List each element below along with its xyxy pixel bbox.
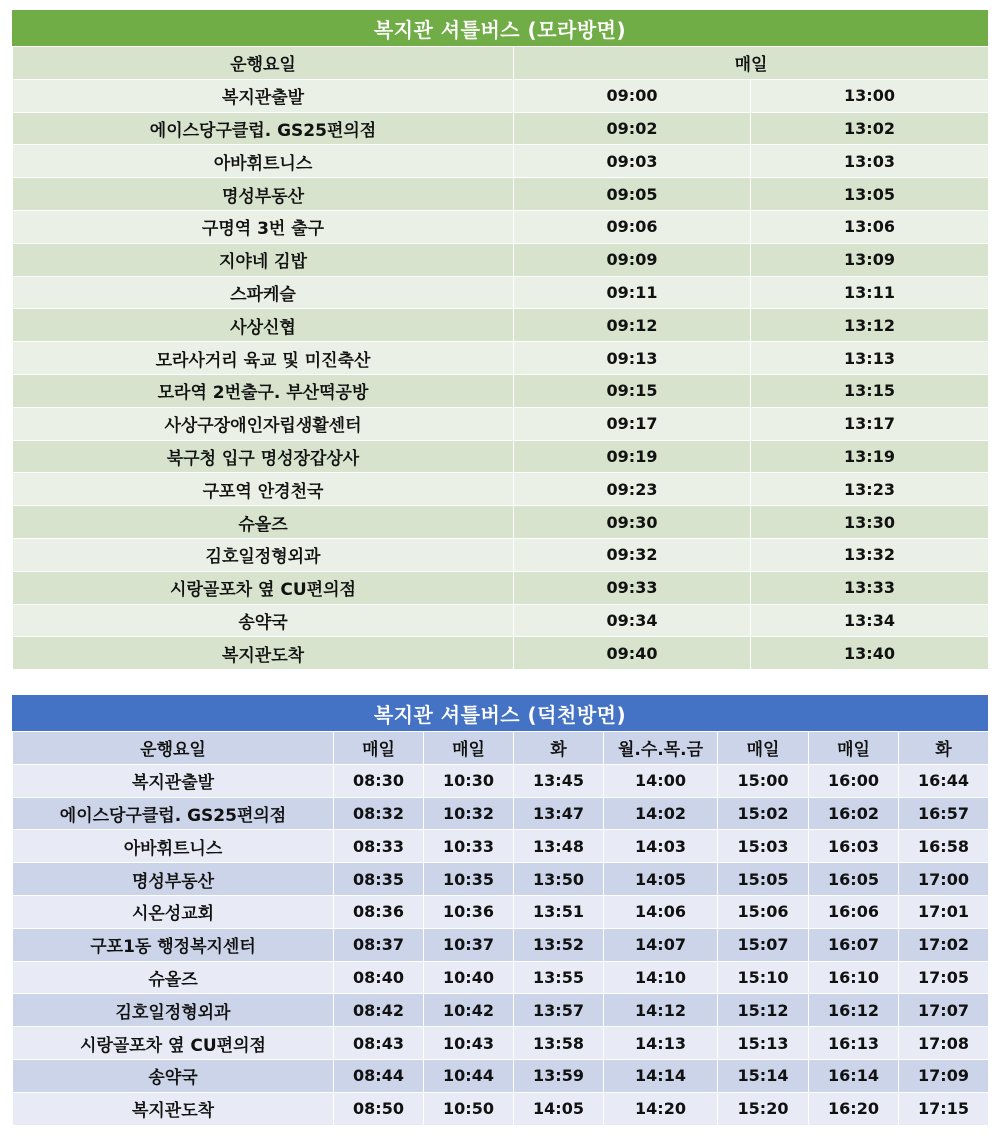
departure-time: 13:12 — [751, 309, 989, 342]
stop-name: 복지관출발 — [13, 79, 514, 112]
stop-name: 복지관출발 — [13, 764, 334, 797]
departure-time: 15:06 — [718, 895, 809, 928]
header-days: 매일 — [514, 47, 989, 80]
departure-time: 16:57 — [899, 797, 989, 830]
departure-time: 17:15 — [899, 1092, 989, 1125]
departure-time: 09:19 — [514, 440, 751, 473]
departure-time: 15:03 — [718, 830, 809, 863]
route-mora-title: 복지관 셔틀버스 (모라방면) — [12, 10, 988, 46]
departure-time: 09:40 — [514, 637, 751, 670]
table-row — [13, 797, 989, 830]
stop-name: 송약국 — [13, 604, 514, 637]
departure-time: 13:51 — [514, 895, 604, 928]
table-row — [13, 145, 989, 178]
stop-name: 구명역 3번 출구 — [13, 210, 514, 243]
departure-time: 16:58 — [899, 830, 989, 863]
departure-time: 08:36 — [334, 895, 424, 928]
departure-time: 15:13 — [718, 1027, 809, 1060]
stop-name: 복지관도착 — [13, 637, 514, 670]
departure-time: 13:17 — [751, 407, 989, 440]
departure-time: 13:33 — [751, 571, 989, 604]
table-row — [13, 928, 989, 961]
stop-name: 모라사거리 육교 및 미진축산 — [13, 342, 514, 375]
departure-time: 08:35 — [334, 863, 424, 896]
table-row — [13, 830, 989, 863]
departure-time: 09:02 — [514, 112, 751, 145]
departure-time: 08:32 — [334, 797, 424, 830]
departure-time: 16:14 — [809, 1059, 899, 1092]
departure-time: 16:12 — [809, 994, 899, 1027]
departure-time: 13:59 — [514, 1059, 604, 1092]
header-day: 화 — [514, 732, 604, 765]
departure-time: 13:15 — [751, 374, 989, 407]
stop-name: 북구청 입구 명성장갑상사 — [13, 440, 514, 473]
departure-time: 17:09 — [899, 1059, 989, 1092]
stop-name: 시랑골포차 옆 CU편의점 — [13, 1027, 334, 1060]
departure-time: 15:12 — [718, 994, 809, 1027]
departure-time: 13:03 — [751, 145, 989, 178]
table-row — [13, 506, 989, 539]
departure-time: 14:05 — [514, 1092, 604, 1125]
table-row — [13, 309, 989, 342]
departure-time: 16:03 — [809, 830, 899, 863]
departure-time: 13:09 — [751, 243, 989, 276]
table-row — [13, 276, 989, 309]
table-row — [13, 604, 989, 637]
departure-time: 09:17 — [514, 407, 751, 440]
header-day: 화 — [899, 732, 989, 765]
departure-time: 15:05 — [718, 863, 809, 896]
table-row — [13, 112, 989, 145]
departure-time: 09:34 — [514, 604, 751, 637]
departure-time: 08:30 — [334, 764, 424, 797]
departure-time: 16:05 — [809, 863, 899, 896]
table-row — [13, 342, 989, 375]
departure-time: 14:02 — [604, 797, 718, 830]
table-row — [13, 961, 989, 994]
stop-name: 시랑골포차 옆 CU편의점 — [13, 571, 514, 604]
departure-time: 16:20 — [809, 1092, 899, 1125]
table-row — [13, 473, 989, 506]
departure-time: 14:07 — [604, 928, 718, 961]
stop-name: 지야네 김밥 — [13, 243, 514, 276]
header-label: 운행요일 — [13, 47, 514, 80]
stop-name: 김호일정형외과 — [13, 538, 514, 571]
departure-time: 10:36 — [424, 895, 514, 928]
stop-name: 모라역 2번출구. 부산떡공방 — [13, 374, 514, 407]
departure-time: 13:57 — [514, 994, 604, 1027]
stop-name: 명성부동산 — [13, 178, 514, 211]
table-row — [13, 210, 989, 243]
departure-time: 14:03 — [604, 830, 718, 863]
stop-name: 아바휘트니스 — [13, 145, 514, 178]
departure-time: 13:05 — [751, 178, 989, 211]
stop-name: 사상구장애인자립생활센터 — [13, 407, 514, 440]
departure-time: 13:02 — [751, 112, 989, 145]
departure-time: 16:06 — [809, 895, 899, 928]
stop-name: 슈올즈 — [13, 506, 514, 539]
stop-name: 김호일정형외과 — [13, 994, 334, 1027]
departure-time: 13:40 — [751, 637, 989, 670]
departure-time: 13:32 — [751, 538, 989, 571]
departure-time: 09:13 — [514, 342, 751, 375]
departure-time: 17:00 — [899, 863, 989, 896]
departure-time: 14:06 — [604, 895, 718, 928]
route-deokcheon-title: 복지관 셔틀버스 (덕천방면) — [12, 695, 988, 731]
table-row — [13, 374, 989, 407]
departure-time: 14:12 — [604, 994, 718, 1027]
departure-time: 15:02 — [718, 797, 809, 830]
stop-name: 구포역 안경천국 — [13, 473, 514, 506]
stop-name: 스파케슬 — [13, 276, 514, 309]
departure-time: 14:05 — [604, 863, 718, 896]
departure-time: 09:00 — [514, 79, 751, 112]
departure-time: 09:03 — [514, 145, 751, 178]
departure-time: 09:33 — [514, 571, 751, 604]
route-mora-section — [12, 10, 988, 670]
route-deokcheon-tbody — [13, 732, 989, 1126]
departure-time: 16:00 — [809, 764, 899, 797]
departure-time: 13:52 — [514, 928, 604, 961]
table-row — [13, 764, 989, 797]
table-row — [13, 895, 989, 928]
departure-time: 17:05 — [899, 961, 989, 994]
departure-time: 16:02 — [809, 797, 899, 830]
table-row — [13, 538, 989, 571]
table-row — [13, 79, 989, 112]
departure-time: 09:09 — [514, 243, 751, 276]
departure-time: 10:33 — [424, 830, 514, 863]
departure-time: 13:11 — [751, 276, 989, 309]
stop-name: 명성부동산 — [13, 863, 334, 896]
departure-time: 10:43 — [424, 1027, 514, 1060]
departure-time: 15:20 — [718, 1092, 809, 1125]
table-row — [13, 1027, 989, 1060]
departure-time: 16:07 — [809, 928, 899, 961]
departure-time: 17:02 — [899, 928, 989, 961]
departure-time: 14:20 — [604, 1092, 718, 1125]
departure-time: 13:34 — [751, 604, 989, 637]
departure-time: 10:35 — [424, 863, 514, 896]
stop-name: 에이스당구클럽. GS25편의점 — [13, 112, 514, 145]
departure-time: 09:11 — [514, 276, 751, 309]
departure-time: 14:13 — [604, 1027, 718, 1060]
header-day: 월.수.목.금 — [604, 732, 718, 765]
route-deokcheon-section — [12, 695, 988, 1126]
stop-name: 에이스당구클럽. GS25편의점 — [13, 797, 334, 830]
table-row — [13, 440, 989, 473]
table-row — [13, 178, 989, 211]
stop-name: 슈올즈 — [13, 961, 334, 994]
departure-time: 09:12 — [514, 309, 751, 342]
departure-time: 13:58 — [514, 1027, 604, 1060]
departure-time: 08:40 — [334, 961, 424, 994]
header-day: 매일 — [809, 732, 899, 765]
departure-time: 08:37 — [334, 928, 424, 961]
departure-time: 08:44 — [334, 1059, 424, 1092]
departure-time: 09:23 — [514, 473, 751, 506]
table-row — [13, 571, 989, 604]
departure-time: 10:32 — [424, 797, 514, 830]
stop-name: 아바휘트니스 — [13, 830, 334, 863]
departure-time: 14:10 — [604, 961, 718, 994]
departure-time: 09:32 — [514, 538, 751, 571]
departure-time: 08:43 — [334, 1027, 424, 1060]
stop-name: 시온성교회 — [13, 895, 334, 928]
departure-time: 17:07 — [899, 994, 989, 1027]
table-row — [13, 637, 989, 670]
table-row — [13, 863, 989, 896]
departure-time: 10:37 — [424, 928, 514, 961]
route-deokcheon-table — [12, 731, 989, 1126]
departure-time: 10:50 — [424, 1092, 514, 1125]
departure-time: 16:13 — [809, 1027, 899, 1060]
departure-time: 14:00 — [604, 764, 718, 797]
table-header-row — [13, 47, 989, 80]
departure-time: 09:05 — [514, 178, 751, 211]
departure-time: 09:06 — [514, 210, 751, 243]
departure-time: 17:08 — [899, 1027, 989, 1060]
departure-time: 13:47 — [514, 797, 604, 830]
table-row — [13, 243, 989, 276]
departure-time: 13:45 — [514, 764, 604, 797]
departure-time: 15:14 — [718, 1059, 809, 1092]
departure-time: 16:10 — [809, 961, 899, 994]
header-day: 매일 — [718, 732, 809, 765]
stop-name: 송약국 — [13, 1059, 334, 1092]
stop-name: 구포1동 행정복지센터 — [13, 928, 334, 961]
departure-time: 15:00 — [718, 764, 809, 797]
departure-time: 13:19 — [751, 440, 989, 473]
departure-time: 08:42 — [334, 994, 424, 1027]
departure-time: 10:42 — [424, 994, 514, 1027]
departure-time: 13:30 — [751, 506, 989, 539]
stop-name: 사상신협 — [13, 309, 514, 342]
departure-time: 13:23 — [751, 473, 989, 506]
table-header-row — [13, 732, 989, 765]
table-row — [13, 407, 989, 440]
departure-time: 13:50 — [514, 863, 604, 896]
route-mora-tbody — [13, 47, 989, 670]
departure-time: 13:48 — [514, 830, 604, 863]
departure-time: 08:33 — [334, 830, 424, 863]
header-day: 매일 — [424, 732, 514, 765]
departure-time: 09:15 — [514, 374, 751, 407]
table-row — [13, 994, 989, 1027]
departure-time: 13:55 — [514, 961, 604, 994]
departure-time: 14:14 — [604, 1059, 718, 1092]
departure-time: 17:01 — [899, 895, 989, 928]
departure-time: 08:50 — [334, 1092, 424, 1125]
header-label: 운행요일 — [13, 732, 334, 765]
departure-time: 16:44 — [899, 764, 989, 797]
header-day: 매일 — [334, 732, 424, 765]
departure-time: 09:30 — [514, 506, 751, 539]
departure-time: 10:40 — [424, 961, 514, 994]
stop-name: 복지관도착 — [13, 1092, 334, 1125]
table-row — [13, 1092, 989, 1125]
table-row — [13, 1059, 989, 1092]
departure-time: 15:10 — [718, 961, 809, 994]
departure-time: 15:07 — [718, 928, 809, 961]
departure-time: 10:30 — [424, 764, 514, 797]
departure-time: 10:44 — [424, 1059, 514, 1092]
departure-time: 13:06 — [751, 210, 989, 243]
departure-time: 13:00 — [751, 79, 989, 112]
route-mora-table — [12, 46, 989, 670]
departure-time: 13:13 — [751, 342, 989, 375]
